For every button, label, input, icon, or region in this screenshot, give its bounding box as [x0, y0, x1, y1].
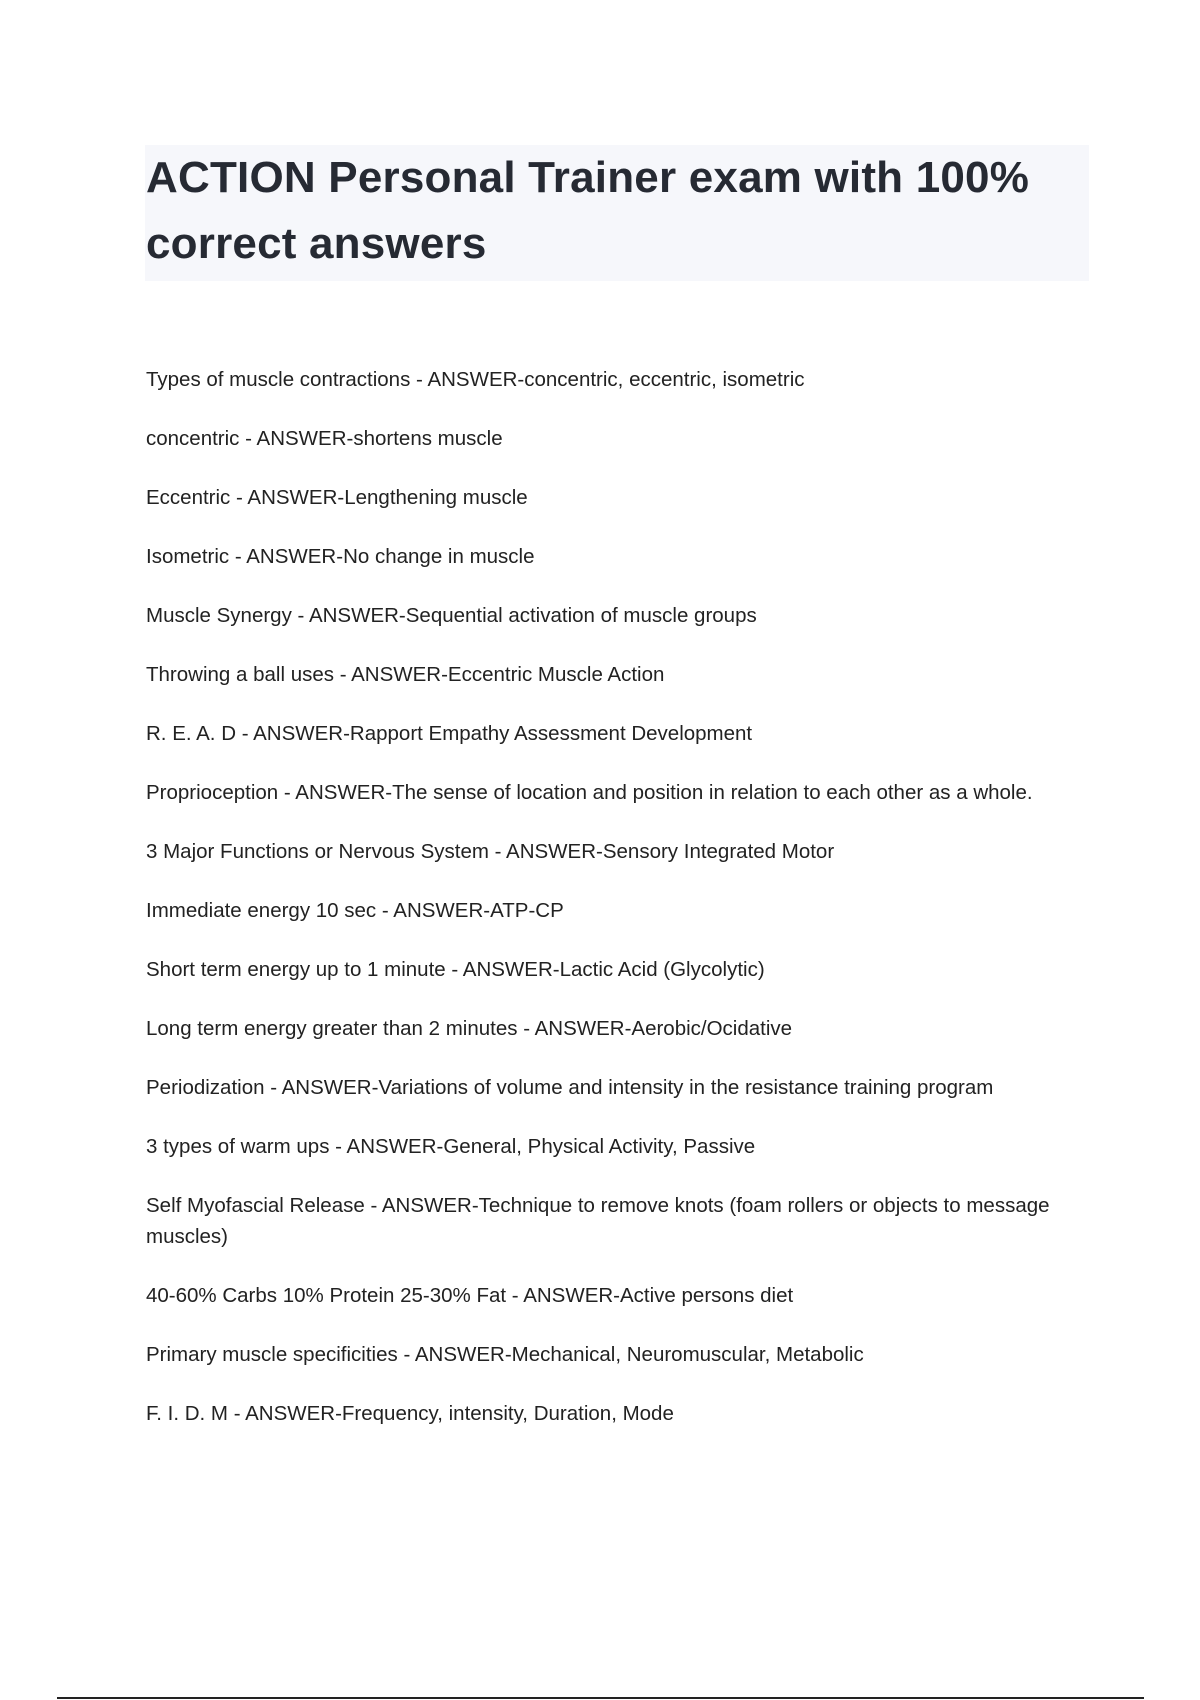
answer-prefix: ANSWER- — [506, 840, 603, 863]
item-term: Long term energy greater than 2 minutes - — [146, 1017, 535, 1040]
list-item — [146, 424, 1086, 455]
item-term: F. I. D. M - — [146, 1402, 245, 1425]
answer-prefix: ANSWER- — [427, 368, 525, 391]
item-answer: Rapport Empathy Assessment Development — [349, 722, 753, 745]
item-answer: Sensory Integrated Motor — [602, 840, 835, 863]
item-term: Periodization - — [146, 1076, 282, 1099]
title-banner — [145, 145, 1089, 281]
answer-prefix: ANSWER- — [393, 899, 491, 922]
page-title: ACTION Personal Trainer exam with 100% correct answers — [146, 153, 1030, 268]
list-item — [146, 1340, 1086, 1371]
item-answer: Lactic Acid (Glycolytic) — [559, 958, 765, 981]
list-item — [146, 719, 1086, 750]
answer-prefix: ANSWER- — [281, 1076, 379, 1099]
item-answer: Aerobic/Ocidative — [631, 1017, 793, 1040]
list-item — [146, 896, 1086, 927]
item-term: Short term energy up to 1 minute - — [146, 958, 463, 981]
list-item — [146, 1399, 1086, 1430]
answer-prefix: ANSWER- — [253, 722, 350, 745]
list-item — [146, 365, 1086, 396]
list-item — [146, 601, 1086, 632]
list-item — [146, 955, 1086, 986]
item-answer: Active persons diet — [620, 1283, 794, 1307]
answer-prefix: ANSWER- — [414, 1342, 512, 1366]
answer-prefix: ANSWER- — [534, 1017, 632, 1040]
list-item — [146, 837, 1086, 868]
item-answer: ATP-CP — [490, 899, 564, 922]
item-answer: Variations of volume and intensity in the resistance training program — [378, 1076, 994, 1099]
item-term: Immediate energy 10 sec - — [146, 899, 393, 922]
qa-list — [146, 365, 1086, 1458]
list-item — [146, 483, 1086, 514]
list-item — [146, 542, 1086, 573]
answer-prefix: ANSWER- — [256, 427, 354, 450]
item-answer: Sequential activation of muscle groups — [405, 604, 757, 627]
item-term: Primary muscle specificities - — [146, 1343, 415, 1366]
answer-prefix: ANSWER- — [245, 1401, 342, 1425]
answer-prefix: ANSWER- — [247, 486, 345, 509]
item-term: Proprioception - — [146, 781, 295, 804]
list-item — [146, 1281, 1086, 1312]
answer-prefix: ANSWER- — [351, 663, 448, 686]
list-item — [146, 1014, 1086, 1045]
footer-divider — [57, 1697, 1144, 1699]
item-term: concentric - — [146, 427, 257, 450]
list-item — [146, 1073, 1086, 1104]
answer-prefix: ANSWER- — [462, 958, 560, 981]
answer-prefix: ANSWER- — [308, 604, 406, 627]
item-term: 3 Major Functions or Nervous System - — [146, 840, 506, 863]
item-answer: Eccentric Muscle Action — [447, 663, 665, 686]
list-item — [146, 778, 1086, 809]
item-term: Types of muscle contractions - — [146, 368, 427, 391]
answer-prefix: ANSWER- — [246, 545, 344, 568]
item-answer: Mechanical, Neuromuscular, Metabolic — [511, 1342, 864, 1366]
item-answer: The sense of location and position in relation to each other as a whole. — [392, 781, 1033, 804]
item-term: Muscle Synergy - — [146, 604, 309, 627]
item-answer: Lengthening muscle — [344, 486, 528, 509]
answer-prefix: ANSWER- — [295, 781, 393, 804]
answer-prefix: ANSWER- — [346, 1135, 444, 1158]
item-answer: Frequency, intensity, Duration, Mode — [341, 1401, 674, 1425]
answer-prefix: ANSWER- — [523, 1283, 620, 1307]
item-answer: shortens muscle — [353, 427, 503, 450]
list-item — [146, 660, 1086, 691]
item-term: Eccentric - — [146, 486, 247, 509]
item-answer: concentric, eccentric, isometric — [524, 368, 805, 391]
item-term: R. E. A. D - — [146, 722, 253, 745]
item-term: Isometric - — [146, 545, 246, 568]
list-item — [146, 1191, 1086, 1252]
answer-prefix: ANSWER- — [381, 1194, 479, 1217]
item-answer: No change in muscle — [343, 545, 535, 568]
item-term: Throwing a ball uses - — [146, 663, 351, 686]
list-item — [146, 1132, 1086, 1163]
item-answer: Technique to remove knots (foam rollers or objects to message muscles) — [146, 1194, 1050, 1248]
item-term: 3 types of warm ups - — [146, 1135, 347, 1158]
item-term: 40-60% Carbs 10% Protein 25-30% Fat - — [146, 1284, 523, 1307]
item-answer: General, Physical Activity, Passive — [443, 1135, 756, 1158]
item-term: Self Myofascial Release - — [146, 1194, 382, 1217]
